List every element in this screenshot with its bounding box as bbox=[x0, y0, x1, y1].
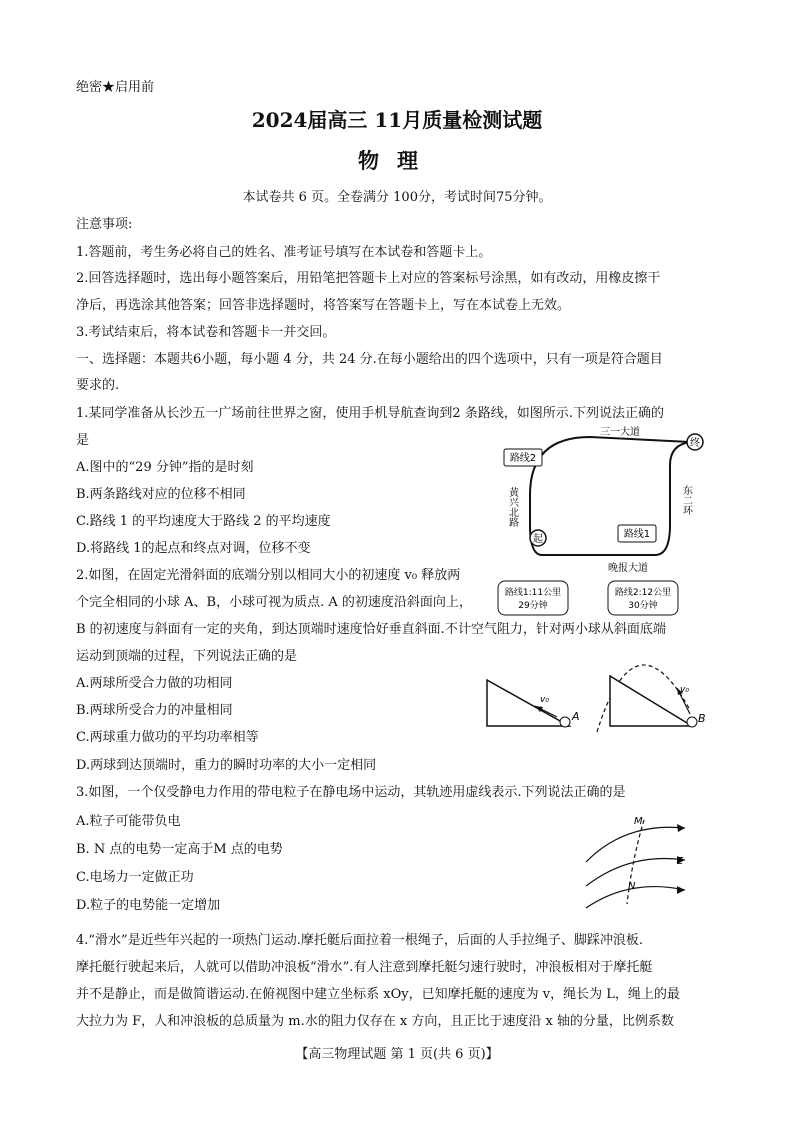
question-4-stem: 4.“滑水”是近些年兴起的一项热门运动.摩托艇后面拉着一根绳子，后面的人手拉绳子、脚踩冲浪板. bbox=[76, 933, 643, 948]
section-heading: 一、选择题：本题共6小题，每小题 4 分，共 24 分.在每小题给出的四个选项中，只有一项是符合题目 bbox=[76, 352, 663, 367]
question-1-stem: 1.某同学准备从长沙五一广场前往世界之窗，使用手机导航查询到2 条路线，如图所示.下列说法正确的 bbox=[76, 406, 664, 421]
question-4-stem: 并不是静止，而是做简谐运动.在俯视图中建立坐标系 xOy，已知摩托艇的速度为 v，绳长为 L，绳上的最 bbox=[76, 987, 680, 1002]
question-2-option: A.两球所受合力做的功相同 bbox=[76, 676, 233, 691]
question-1-option: A.图中的“29 分钟”指的是时刻 bbox=[76, 460, 254, 475]
incline-figure bbox=[485, 650, 710, 738]
v0-a-label: v₀ bbox=[540, 695, 549, 705]
field-line bbox=[586, 887, 685, 908]
confidential-label: 绝密★启用前 bbox=[76, 80, 155, 95]
note-item: 净后，再选涂其他答案；回答非选择题时，将答案写在答题卡上，写在本试卷上无效。 bbox=[76, 298, 571, 313]
point-n-label: N bbox=[628, 881, 636, 892]
question-2-stem: 运动到顶端的过程，下列说法正确的是 bbox=[76, 649, 298, 664]
road-top-label: 三一大道 bbox=[600, 427, 640, 438]
route2-label: 路线2 bbox=[509, 453, 537, 464]
page-footer: 【高三物理试题 第 1 页(共 6 页)】 bbox=[295, 1047, 499, 1062]
v0-b-label: v₀ bbox=[680, 685, 689, 695]
question-4-stem: 摩托艇行驶起来后，人就可以借助冲浪板“滑水”.有人注意到摩托艇匀速行驶时，冲浪板相对于摩托艇 bbox=[76, 960, 653, 975]
route1-info-line1: 路线1:11公里 bbox=[504, 588, 562, 598]
question-1-stem-cont: 是 bbox=[76, 433, 90, 448]
road-bottom-label: 晚报大道 bbox=[608, 563, 648, 574]
note-item: 3.考试结束后，将本试卷和答题卡一并交回。 bbox=[76, 325, 336, 340]
question-2-stem: B 的初速度与斜面有一定的夹角，到达顶端时速度恰好垂直斜面.不计空气阻力，针对两小球从斜面底端 bbox=[76, 622, 666, 637]
field-e-label: E bbox=[677, 856, 684, 867]
route2-info-line1: 路线2:12公里 bbox=[614, 588, 672, 598]
question-1-option: D.将路线 1的起点和终点对调，位移不变 bbox=[76, 541, 311, 556]
incline-b bbox=[610, 676, 692, 726]
subject-title: 物理 bbox=[358, 148, 436, 173]
route2-info-line2: 30分钟 bbox=[628, 601, 658, 611]
route1-info-line2: 29分钟 bbox=[518, 601, 548, 611]
incline-a bbox=[487, 680, 569, 726]
section-heading-cont: 要求的. bbox=[76, 378, 120, 393]
question-3-option: D.粒子的电势能一定增加 bbox=[76, 898, 221, 913]
road-left-label: 黄兴北路 bbox=[506, 487, 518, 527]
question-2-option: B.两球所受合力的冲量相同 bbox=[76, 703, 233, 718]
electric-field-figure bbox=[580, 812, 710, 912]
note-item: 1.答题前，考生务必将自己的姓名、准考证号填写在本试卷和答题卡上。 bbox=[76, 245, 492, 260]
ball-b bbox=[687, 717, 697, 727]
route1-label: 路线1 bbox=[623, 529, 651, 540]
exam-title: 2024届高三 11月质量检测试题 bbox=[251, 108, 543, 132]
question-3-option: C.电场力一定做正功 bbox=[76, 870, 194, 885]
question-3-stem: 3.如图，一个仅受静电力作用的带电粒子在静电场中运动，其轨迹用虚线表示.下列说法正确的是 bbox=[76, 785, 626, 800]
ball-a bbox=[560, 717, 570, 727]
notes-heading: 注意事项: bbox=[76, 217, 133, 232]
question-2-option: C.两球重力做功的平均功率相等 bbox=[76, 730, 259, 745]
note-item: 2.回答选择题时，选出每小题答案后，用铅笔把答题卡上对应的答案标号涂黑，如有改动，用橡皮擦干 bbox=[76, 271, 661, 286]
question-2-option: D.两球到达顶端时，重力的瞬时功率的大小一定相同 bbox=[76, 758, 377, 773]
road-right-label: 东二环 bbox=[680, 485, 692, 515]
question-4-stem: 大拉力为 F，人和冲浪板的总质量为 m.水的阻力仅存在 x 方向，且正比于速度沿 x 轴的分量，比例系数 bbox=[76, 1014, 674, 1029]
question-2-stem: 个完全相同的小球 A、B，小球可视为质点. A 的初速度沿斜面向上， bbox=[76, 595, 472, 610]
end-label: 终 bbox=[690, 438, 700, 449]
question-3-option: B. N 点的电势一定高于M 点的电势 bbox=[76, 842, 283, 857]
question-1-option: C.路线 1 的平均速度大于路线 2 的平均速度 bbox=[76, 514, 331, 529]
start-label: 起 bbox=[533, 534, 543, 545]
question-3-option: A.粒子可能带负电 bbox=[76, 814, 181, 829]
field-line bbox=[586, 827, 685, 862]
exam-info: 本试卷共 6 页。全卷满分 100分，考试时间75分钟。 bbox=[242, 190, 552, 205]
question-2-stem: 2.如图，在固定光滑斜面的底端分别以相同大小的初速度 v₀ 释放两 bbox=[76, 568, 461, 583]
ball-b-label: B bbox=[698, 712, 706, 725]
point-m-label: M bbox=[634, 816, 643, 827]
question-1-option: B.两条路线对应的位移不相同 bbox=[76, 487, 246, 502]
ball-a-label: A bbox=[572, 710, 580, 723]
field-line bbox=[586, 858, 685, 886]
